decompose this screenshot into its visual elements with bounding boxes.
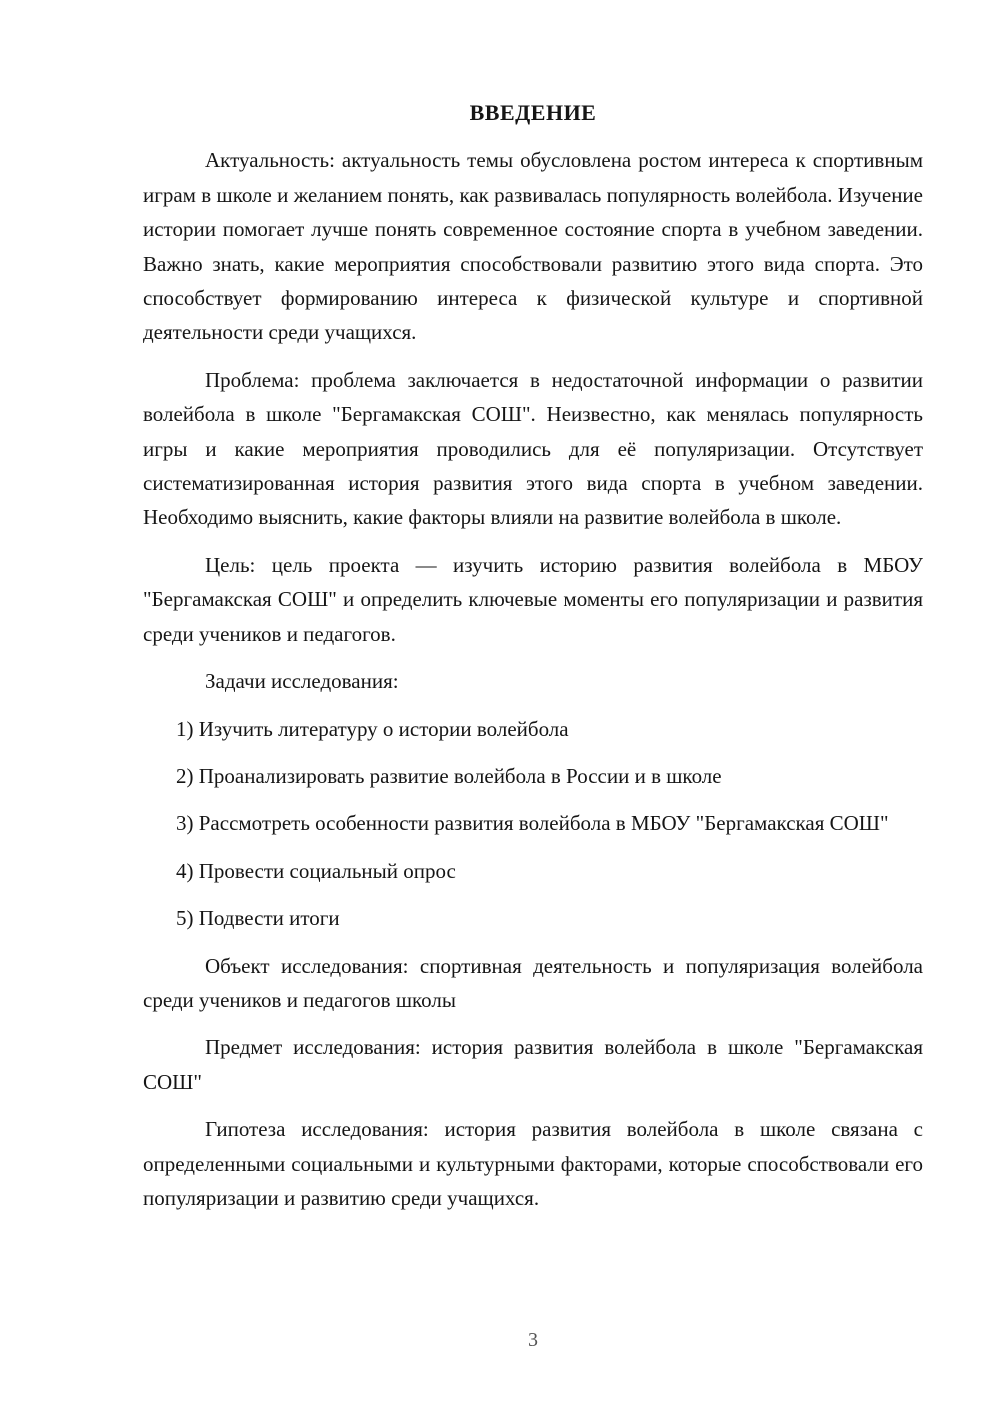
paragraph-tsel: Цель: цель проекта — изучить историю развития волейбола в МБОУ "Бергамакская СОШ" и определить ключевые моменты его популяризации и развития среди учеников и педагогов. xyxy=(143,552,923,646)
paragraph-obekt: Объект исследования: спортивная деятельность и популяризация волейбола среди учеников и педагогов школы xyxy=(143,953,923,1012)
document-title: ВВЕДЕНИЕ xyxy=(469,100,597,125)
task-item-1: 1) Изучить литературу о истории волейбола xyxy=(176,716,569,741)
paragraph-zadachi-header: Задачи исследования: xyxy=(205,669,399,694)
task-item-4: 4) Провести социальный опрос xyxy=(176,858,456,883)
task-item-2: 2) Проанализировать развитие волейбола в России и в школе xyxy=(176,763,722,788)
paragraph-aktualnost: Актуальность: актуальность темы обусловлена ростом интереса к спортивным играм в школе и желанием понять, как развивалась популярность волейбола. Изучение истории помогает лучше понять современное состояние спорта в учебном заведении. Важно знать, какие мероприятия способствовали развитию этого вида спорта. Это способствует формированию интереса к физической культуре и спортивной деятельности среди учащихся. xyxy=(143,148,923,345)
task-item-5: 5) Подвести итоги xyxy=(176,906,340,931)
paragraph-gipoteza: Гипотеза исследования: история развития волейбола в школе связана с определенными социальными и культурными факторами, которые способствовали его популяризации и развитию среди учащихся. xyxy=(143,1117,923,1210)
paragraph-problema: Проблема: проблема заключается в недостаточной информации о развитии волейбола в школе "Бергамакская СОШ". Неизвестно, как менялась популярность игры и какие мероприятия проводились для её популяризации. Отсутствует систематизированная история развития этого вида спорта в учебном заведении. Необходимо выяснить, какие факторы влияли на развитие волейбола в школе. xyxy=(143,367,923,530)
paragraph-predmet: Предмет исследования: история развития волейбола в школе "Бергамакская СОШ" xyxy=(143,1035,923,1094)
page-number: 3 xyxy=(528,1329,538,1351)
task-item-3: 3) Рассмотреть особенности развития волейбола в МБОУ "Бергамакская СОШ" xyxy=(176,811,889,836)
